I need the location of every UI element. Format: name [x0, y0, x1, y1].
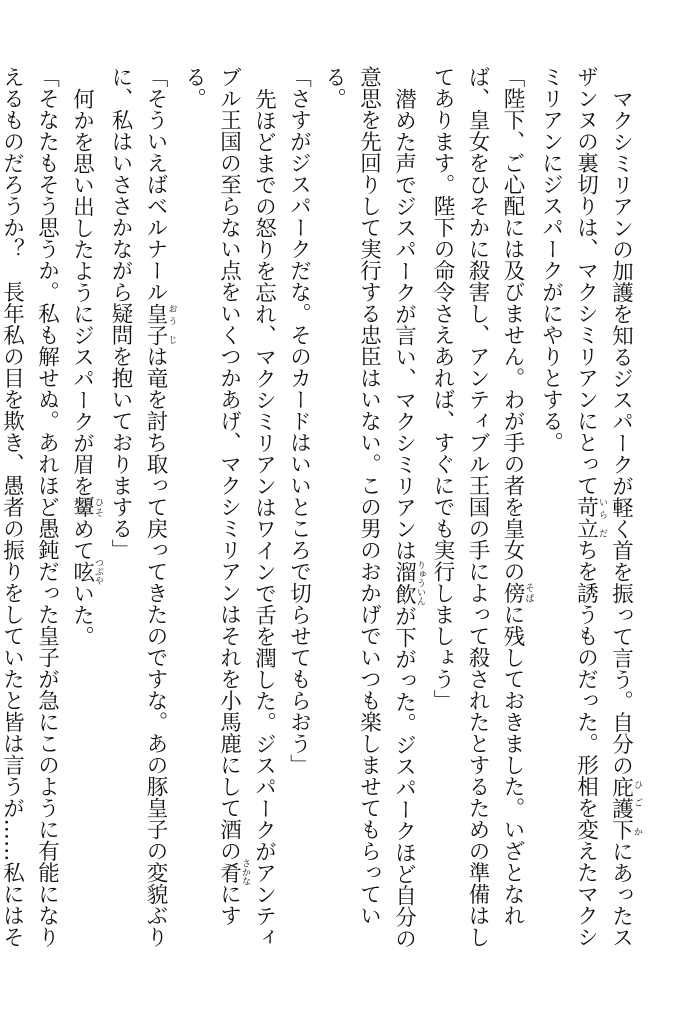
text-run: 「そなたもそう思うか。私も解せぬ。あれほど愚鈍だった皇子が急にこのように有能になりえるものだろうか？ 長年私の目を欺き、愚者の振りをしていたと皆は言うが……私にはそ: [0, 66, 60, 948]
ruby-annotation: 皇子おう じ: [143, 302, 177, 346]
ruby-annotation: 庇護下ひご か: [608, 775, 642, 840]
paragraph: [282, 66, 317, 966]
ruby-annotation: 肴さかな: [216, 858, 250, 886]
text-run: 先ほどまでの怒りを忘れ、マクシミリアンはワインで舌を潤した。ジスパークがアンティブル王国の至らない点をいくつかあげ、マクシミリアンはそれを小馬鹿にして酒の: [216, 66, 277, 948]
ruby-annotation: 呟つぶや: [69, 557, 103, 585]
ruby-reading: ひそ: [93, 496, 103, 518]
ruby-reading: りゅういん: [415, 560, 425, 605]
text-run: マクシミリアンの加護を知るジスパークが軽く首を振って言う。自分の: [608, 87, 634, 776]
paragraph: [65, 66, 104, 966]
paragraph: [534, 66, 643, 966]
text-run: にする。: [181, 66, 242, 926]
ruby-annotation: 傍そば: [500, 582, 534, 604]
paragraph: [103, 66, 177, 966]
vertical-text-body: [0, 66, 642, 966]
ruby-annotation: 顰ひそ: [69, 496, 103, 518]
text-run: 「さすがジスパークだな。そのカードはいいところで切らせてもらおう」: [286, 66, 312, 776]
text-run: 「そういえばベルナール: [143, 66, 168, 303]
paragraph: [425, 66, 534, 966]
paragraph: [177, 66, 282, 966]
text-run: 何かを思い出したようにジスパークが眉を: [69, 87, 95, 496]
ruby-reading: つぶや: [93, 557, 103, 585]
ruby-annotation: 苛立いら だ: [573, 496, 607, 539]
text-run: めて: [69, 517, 95, 561]
text-run: 「陛下、ご心配には及びません。わが手の者を皇女の: [500, 66, 525, 582]
text-run: ちを誘うものだった。形相を変えたマクシミリアンにジスパークがにやりとする。: [538, 66, 599, 948]
ruby-annotation: 溜飲りゅういん: [391, 560, 425, 605]
text-run: 潜めた声でジスパークが言い、マクシミリアンは: [391, 87, 417, 561]
paragraph: [0, 66, 65, 966]
ruby-reading: ひご か: [632, 775, 642, 840]
paragraph: [317, 66, 426, 966]
ruby-reading: おう じ: [166, 302, 177, 346]
text-run: が下がった。ジスパークほど自分の意思を先回りして実行する忠臣はいない。この男のおかげでいつも楽しませてもらっている。: [321, 66, 417, 949]
text-run: いた。: [69, 582, 95, 647]
text-run: は竜を討ち取って戻ってきたのですな。あの豚皇子の変貌ぶりに、私はいささかながら疑問を抱いておりまする」: [108, 66, 168, 948]
ruby-reading: いら だ: [597, 496, 607, 539]
text-run: にあったスザンヌの裏切りは、マクシミリアンにとって: [573, 66, 634, 948]
ruby-reading: そば: [523, 582, 534, 604]
text-run: に残しておきました。いざとなれば、皇女をひそかに殺害し、アンティブル王国の手によって殺されたとするための準備はしてあります。陛下の命令さえあれば、すぐにでも実行しましょう」: [430, 66, 525, 948]
ruby-reading: さかな: [240, 858, 250, 886]
